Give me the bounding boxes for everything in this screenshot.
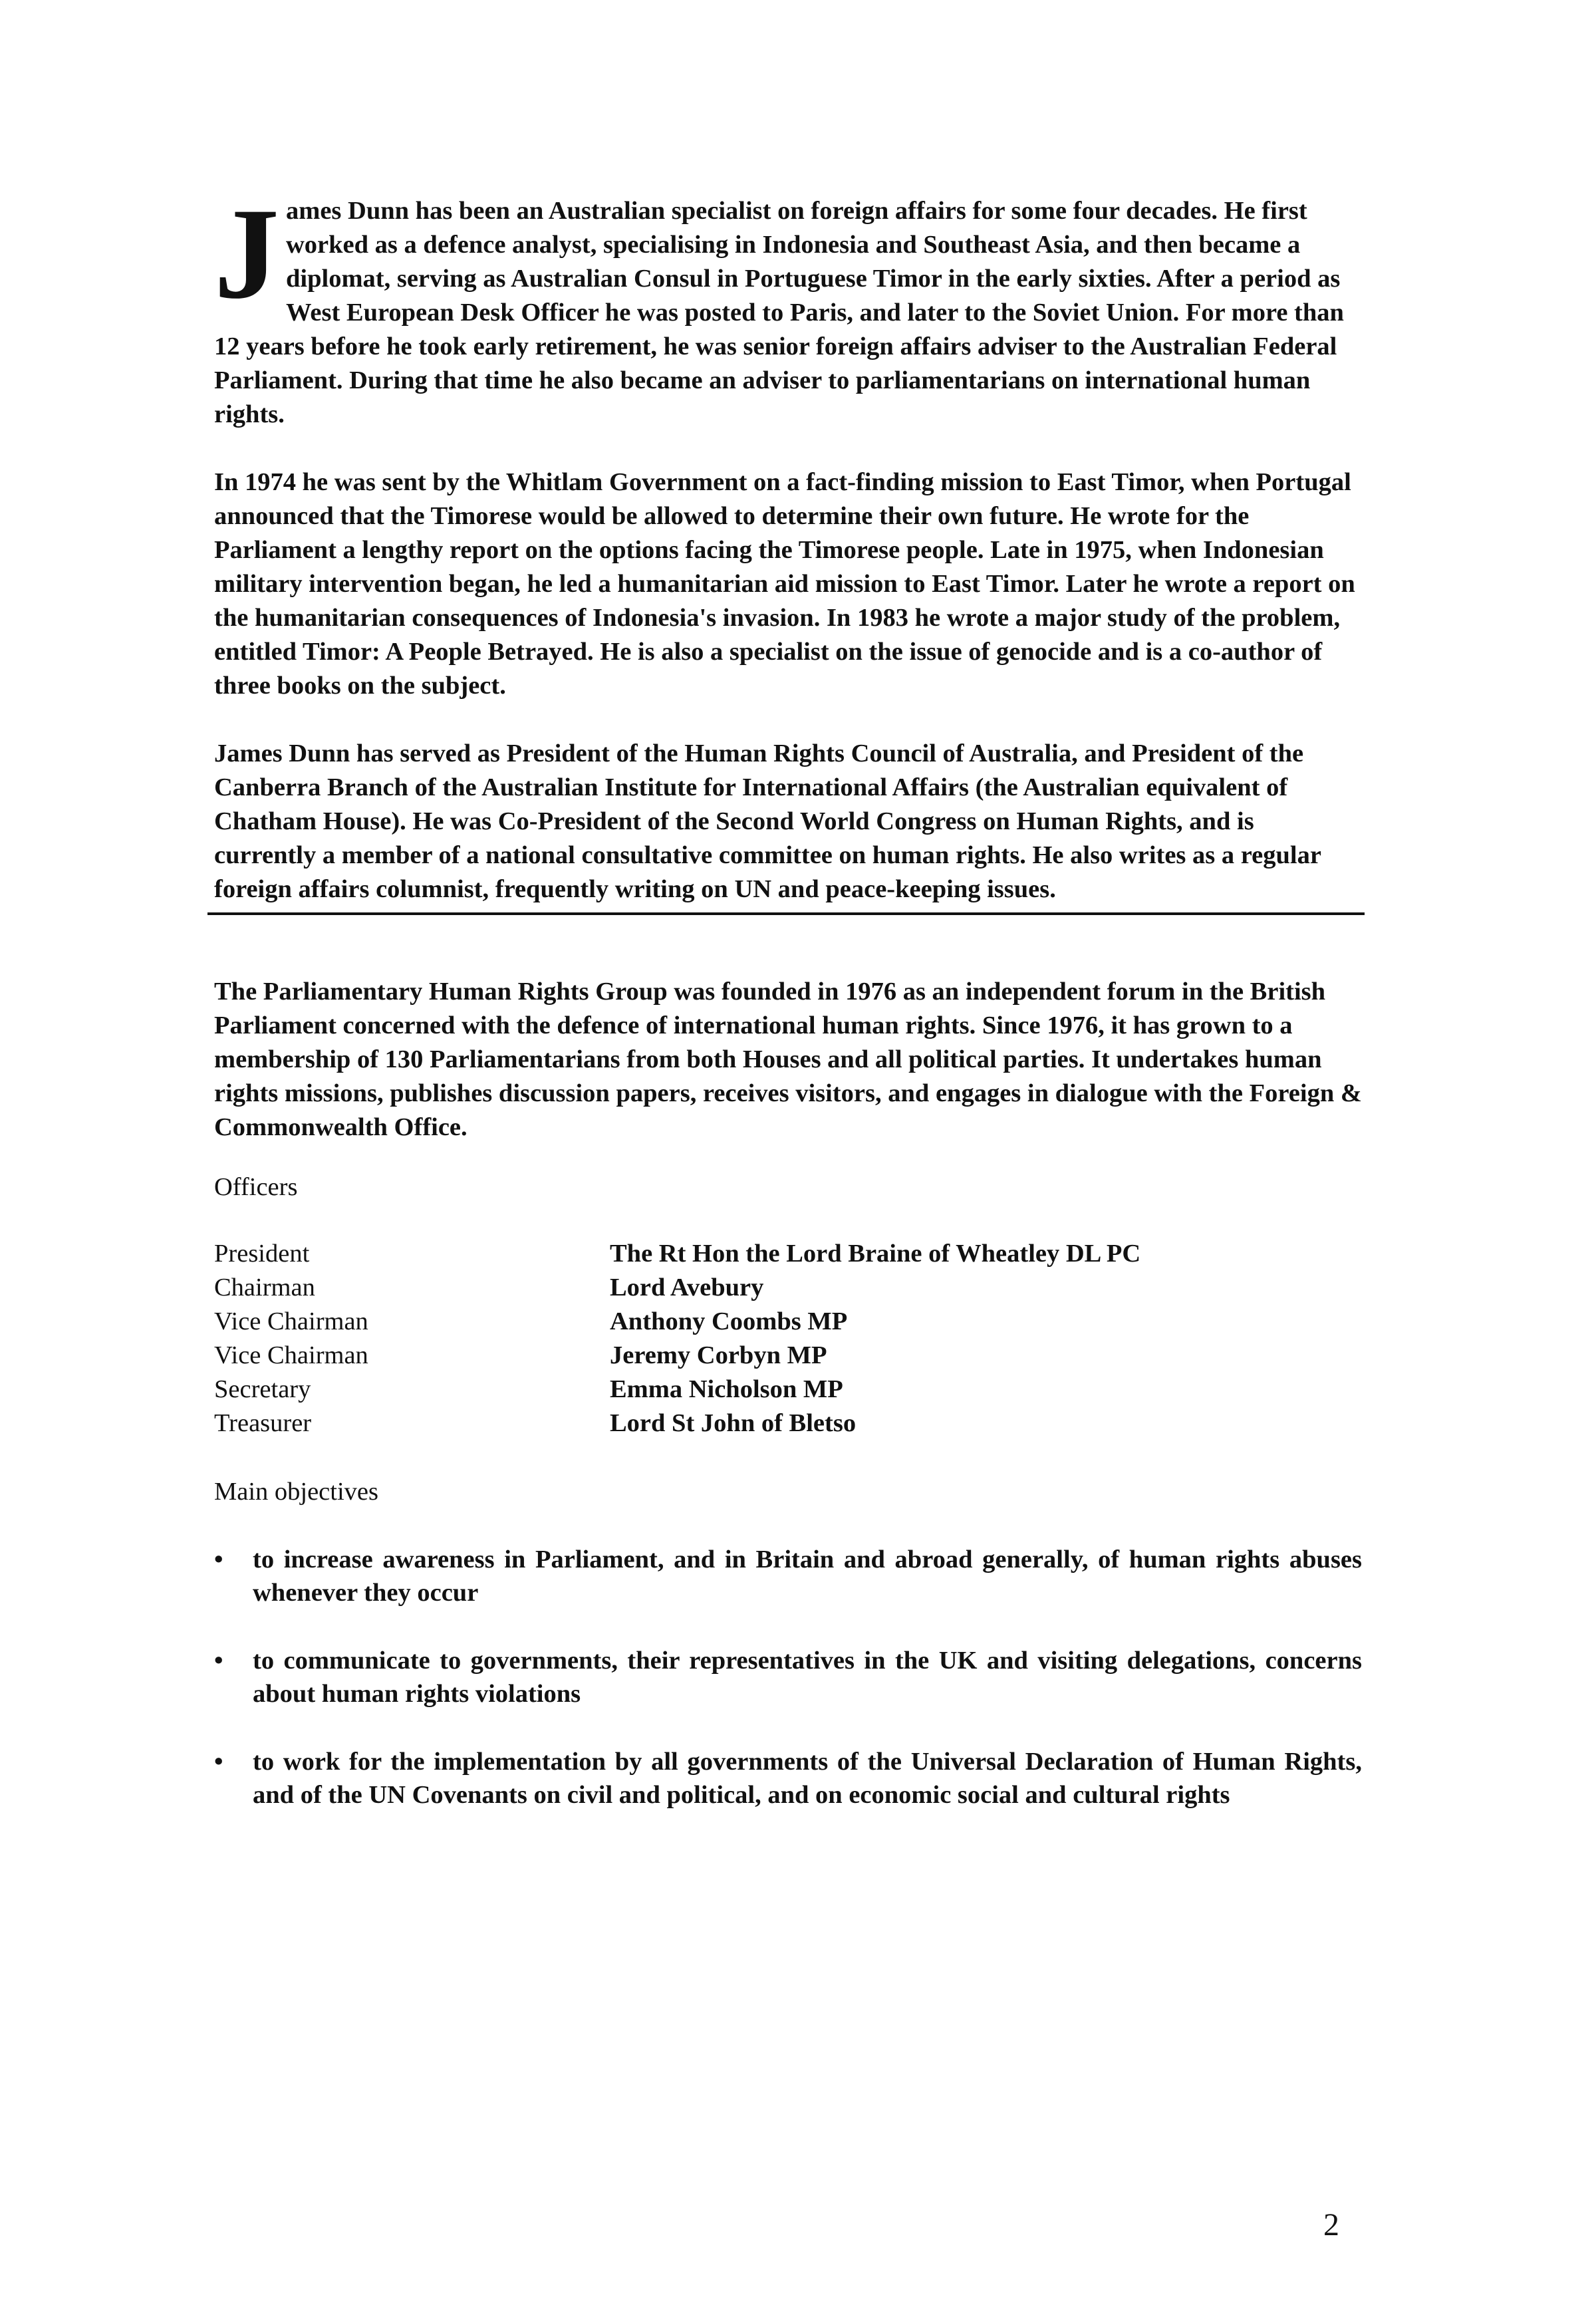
officer-name: Lord St John of Bletso <box>610 1409 857 1437</box>
objective-text: to communicate to governments, their representatives in the UK and visiting delegations, concerns about human rights violations <box>253 1647 1362 1708</box>
bio-paragraph-2 <box>214 466 1362 703</box>
officer-name: Anthony Coombs MP <box>610 1307 848 1335</box>
objective-item <box>214 1543 1362 1609</box>
officer-row <box>214 1305 1362 1339</box>
page-number: 2 <box>1323 2207 1339 2242</box>
objective-item <box>214 1644 1362 1710</box>
bio-paragraph-2-text: In 1974 he was sent by the Whitlam Government on a fact-finding mission to East Timor, when Portugal announced that the Timorese would be allowed to determine their own future. He wrote for the Parliament a lengthy report on the options facing the Timorese people. Late in 1975, when Indonesian military intervention began, he led a humanitarian aid mission to East Timor. Later he wrote a report on the humanitarian consequences of Indonesia's invasion. In 1983 he wrote a major study of the problem, entitled Timor: A People Betrayed. He is also a specialist on the issue of genocide and is a co-author of three books on the subject. <box>214 468 1355 700</box>
officer-name: Lord Avebury <box>610 1274 764 1301</box>
officer-role: Chairman <box>214 1274 315 1301</box>
officer-role: President <box>214 1240 310 1268</box>
officers-heading <box>214 1170 1362 1204</box>
objective-text: to work for the implementation by all governments of the Universal Declaration of Human Rights, and of the UN Covenants on civil and political, and on economic social and cultural rights <box>253 1748 1362 1809</box>
officer-row <box>214 1339 1362 1373</box>
officers-heading-text: Officers <box>214 1173 298 1201</box>
officer-role: Treasurer <box>214 1409 312 1437</box>
phrg-intro-text: The Parliamentary Human Rights Group was founded in 1976 as an independent forum in the British Parliament concerned with the defence of international human rights. Since 1976, it has grown to a membership of 130 Parliamentarians from both Houses and all political parties. It undertakes human rights missions, publishes discussion papers, receives visitors, and engages in dialogue with the Foreign & Commonwealth Office. <box>214 978 1362 1141</box>
officer-role: Secretary <box>214 1375 311 1403</box>
bio-paragraph-3-text: James Dunn has served as President of the Human Rights Council of Australia, and President of the Canberra Branch of the Australian Institute for International Affairs (the Australian equivalent of Chatham House). He was Co-President of the Second World Congress on Human Rights, and is currently a member of a national consultative committee on human rights. He also writes as a regular foreign affairs columnist, frequently writing on UN and peace-keeping issues. <box>214 740 1321 903</box>
bio-paragraph-1 <box>214 182 1362 432</box>
officer-role: Vice Chairman <box>214 1341 368 1369</box>
bullet-icon: • <box>214 1748 223 1776</box>
officer-role: Vice Chairman <box>214 1307 368 1335</box>
officer-row <box>214 1237 1362 1271</box>
officer-name: The Rt Hon the Lord Braine of Wheatley DL PC <box>610 1240 1141 1268</box>
drop-cap: J <box>214 182 279 326</box>
bio-paragraph-3 <box>214 737 1362 906</box>
objectives-heading-text: Main objectives <box>214 1478 378 1506</box>
officer-row <box>214 1407 1362 1440</box>
officer-name: Emma Nicholson MP <box>610 1375 843 1403</box>
bio-paragraph-1-text: ames Dunn has been an Australian specialist on foreign affairs for some four decades. He first worked as a defence analyst, specialising in Indonesia and Southeast Asia, and then became a diplomat, serving as Australian Consul in Portuguese Timor in the early sixties. After a period as West European Desk Officer he was posted to Paris, and later to the Soviet Union. For more than 12 years before he took early retirement, he was senior foreign affairs adviser to the Australian Federal Parliament. During that time he also became an adviser to parliamentarians on international human rights. <box>214 197 1344 428</box>
bullet-icon: • <box>214 1546 223 1573</box>
officer-row <box>214 1373 1362 1407</box>
bullet-icon: • <box>214 1647 223 1675</box>
objectives-heading <box>214 1475 1362 1509</box>
officers-table <box>214 1237 1362 1440</box>
section-divider <box>207 912 1365 915</box>
phrg-intro <box>214 975 1362 1145</box>
objective-text: to increase awareness in Parliament, and in Britain and abroad generally, of human rights abuses whenever they occur <box>253 1546 1362 1607</box>
officer-name: Jeremy Corbyn MP <box>610 1341 827 1369</box>
objective-item <box>214 1745 1362 1812</box>
officer-row <box>214 1271 1362 1305</box>
